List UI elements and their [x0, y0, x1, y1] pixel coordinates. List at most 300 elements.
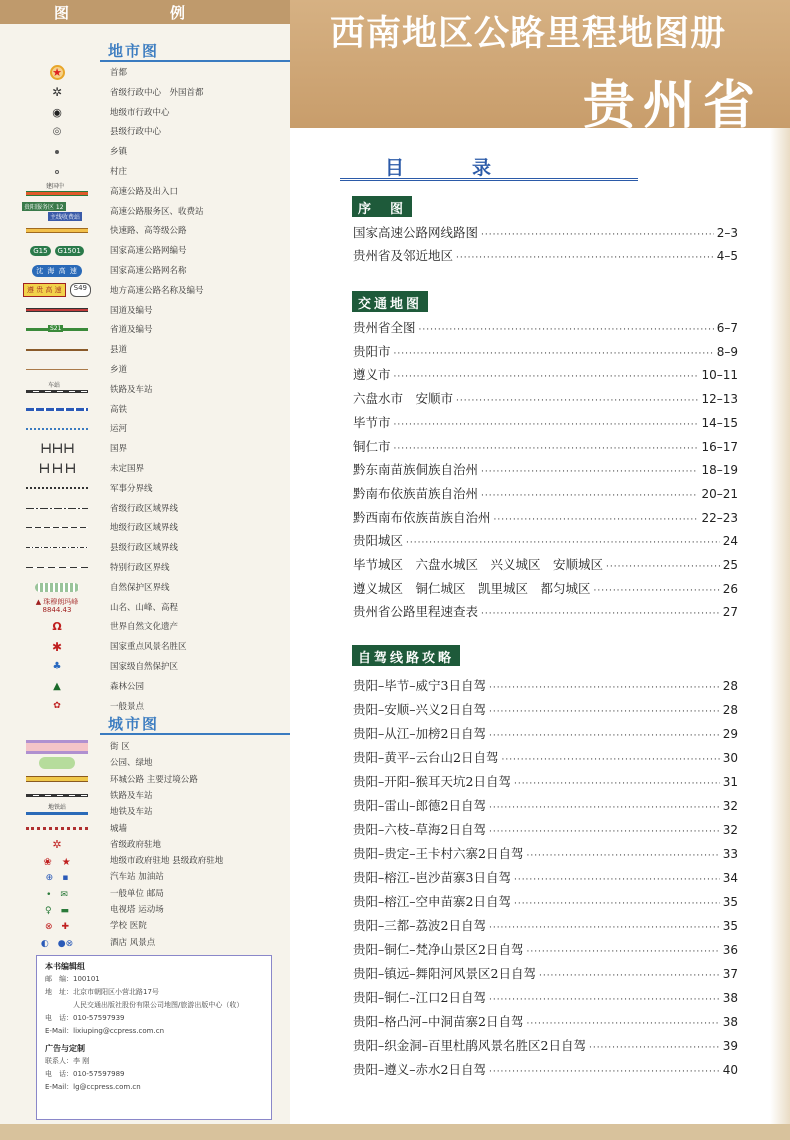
legend-section-rule: [100, 733, 290, 735]
toc-page-number: 24: [722, 534, 738, 549]
toc-entry-title: 贵阳城区: [353, 533, 404, 549]
legend-label: 首都: [110, 68, 128, 78]
toc-entry-title: 贵阳–三都–荔波2日自驾: [353, 918, 486, 933]
toc-dot-leader: [539, 971, 720, 981]
legend-label: 乡道: [110, 365, 128, 375]
undefined-border-icon: ┣━┫ ┣━┫ ┣━┫: [38, 464, 76, 473]
legend-label: 酒店 风景点: [110, 937, 156, 948]
toc-entry[interactable]: [353, 724, 738, 740]
toc-dot-leader: [501, 755, 719, 765]
toc-entry[interactable]: [353, 389, 738, 405]
toc-entry-title: 贵阳–格凸河–中洞苗寨2日自驾: [353, 1014, 524, 1029]
toc-entry-title: 贵阳–镇远–舞阳河风景区2日自驾: [353, 966, 536, 981]
toc-entry[interactable]: [353, 246, 738, 262]
ad-title: 广告与定制: [45, 1044, 85, 1053]
legend-label: 地方高速公路名称及编号: [110, 285, 204, 296]
legend-symbol: [20, 380, 94, 399]
legend-symbol: [20, 340, 94, 359]
toc-entry[interactable]: [353, 1060, 738, 1076]
toc-entry[interactable]: [353, 484, 738, 500]
legend-label: 高铁: [110, 404, 128, 415]
legend-section-rule: [100, 60, 290, 62]
legend-label: 地级市行政中心: [110, 107, 170, 118]
toc-page-number: 36: [722, 943, 738, 957]
legend-symbol: [20, 182, 94, 201]
legend-row: [0, 933, 290, 952]
toc-page-number: 32: [722, 823, 738, 837]
toc-page-number: 39: [722, 1039, 738, 1053]
toc-entry[interactable]: [353, 868, 738, 884]
toc-page-number: 4–5: [716, 248, 738, 263]
toc-entry[interactable]: [353, 602, 738, 618]
legend-symbol: [20, 617, 94, 636]
legend-row: [0, 400, 290, 419]
legend-panel: [0, 0, 290, 1140]
legend-label: 高速公路服务区、收费站: [110, 206, 204, 217]
toc-page-number: 27: [722, 605, 738, 620]
toc-dot-leader: [606, 562, 720, 572]
toc-entry[interactable]: [353, 555, 738, 571]
legend-symbol: [20, 598, 94, 617]
legend-label: 运河: [110, 424, 128, 435]
legend-label: 国家级自然保护区: [110, 662, 179, 672]
legend-label: 乡镇: [110, 147, 128, 158]
editorial-postcode: 邮 编：100101: [45, 975, 100, 983]
toc-heading-rule: [340, 178, 638, 181]
toc-dot-leader: [489, 995, 720, 1005]
toc-page-number: 22–23: [701, 510, 738, 525]
toc-page-number: 8–9: [716, 344, 738, 359]
toc-dot-leader: [481, 491, 698, 501]
toc-page-number: 38: [722, 991, 738, 1005]
legend-row: [0, 221, 290, 240]
toc-entry[interactable]: [353, 892, 738, 908]
national-border-icon: ┣━┫┣━┫┣━┫: [39, 444, 75, 454]
editorial-email: E-Mail：lixiuping@ccpress.com.cn: [45, 1027, 164, 1035]
legend-symbol: [20, 142, 94, 161]
toc-entry-title: 黔西南布依族苗族自治州: [353, 509, 491, 525]
toc-entry-title: 贵阳–从江–加榜2日自驾: [353, 726, 486, 741]
legend-label: 地级市政府驻地 县级政府驻地: [110, 856, 224, 867]
editorial-phone: 电 话：010-57597939: [45, 1014, 125, 1022]
legend-row: [0, 499, 290, 518]
province-center-icon: ✲: [51, 85, 63, 100]
toc-entry-title: 贵阳–毕节–威宁3日自驾: [353, 678, 486, 693]
legend-label: 世界自然文化遗产: [110, 622, 179, 633]
legend-symbol: [20, 578, 94, 597]
toc-dot-leader: [494, 515, 699, 525]
editorial-address2: 人民交通出版社股份有限公司地图/旅游出版中心（收）: [73, 1001, 244, 1009]
toc-dot-leader: [406, 538, 720, 548]
legend-row: [0, 182, 290, 201]
legend-label: 城墙: [110, 823, 128, 834]
legend-row: [0, 598, 290, 617]
toc-section-header: 自驾线路攻略: [352, 645, 460, 666]
toc-entry[interactable]: [353, 1012, 738, 1028]
legend-row: [0, 63, 290, 82]
legend-label: 县道: [110, 345, 128, 356]
legend-symbol: [20, 122, 94, 141]
legend-symbol: [20, 261, 94, 280]
legend-section-map: 地市图: [108, 42, 160, 60]
legend-label: 街 区: [110, 742, 130, 752]
toc-page-number: 12–13: [701, 392, 738, 407]
legend-row: [0, 637, 290, 656]
toc-entry[interactable]: [353, 820, 738, 836]
toc-dot-leader: [594, 586, 720, 596]
legend-symbol: [20, 419, 94, 438]
legend-row: [0, 320, 290, 339]
toc-dot-leader: [481, 467, 698, 477]
toc-entry-title: 贵阳–榕江–空申苗寨2日自驾: [353, 894, 511, 909]
tv-tower-icon: ♀ ▬: [44, 906, 70, 916]
legend-label: 地铁及车站: [110, 807, 153, 818]
legend-label: 国家高速公路网名称: [110, 266, 187, 276]
fastway-icon: [26, 228, 88, 233]
legend-label: 一般单位 邮局: [110, 888, 164, 899]
legend-label: 汽车站 加油站: [110, 872, 164, 883]
legend-row: [0, 419, 290, 438]
national-road-icon: [26, 308, 88, 312]
toc-page-number: 2–3: [716, 226, 738, 240]
legend-symbol: [20, 439, 94, 458]
toc-entry-title: 铜仁市: [353, 438, 391, 454]
legend-row: [0, 518, 290, 537]
legend-symbol: [20, 558, 94, 577]
city-gov-icon: ❀ ★: [43, 857, 71, 869]
toc-page-number: 30: [722, 751, 738, 765]
toc-entry[interactable]: [353, 508, 738, 524]
military-boundary-icon: [26, 487, 88, 489]
toc-entry[interactable]: [353, 940, 738, 956]
toc-page-number: 37: [722, 967, 738, 981]
legend-symbol: [20, 202, 94, 221]
toc-page-number: 34: [722, 871, 738, 885]
nature-reserve-icon: ♣: [52, 661, 62, 672]
toc-entry-title: 贵阳–织金洞–百里杜鹃风景名胜区2日自驾: [353, 1038, 586, 1053]
toc-entry-title: 贵阳–黄平–云台山2日自驾: [353, 750, 499, 765]
toc-dot-leader: [394, 372, 699, 382]
legend-row: [0, 538, 290, 557]
toc-entry-title: 贵阳–榕江–岜沙苗寨3日自驾: [353, 870, 511, 885]
village-circle-icon: [55, 170, 59, 174]
legend-row: [0, 657, 290, 676]
toc-entry-title: 遵义市: [353, 367, 391, 383]
toc-page-number: 25: [722, 558, 738, 572]
legend-symbol: [20, 538, 94, 557]
service-area-icon: 贵阳服务区 12 主线收费站: [24, 203, 81, 221]
toc-section-header: 序 图: [352, 196, 412, 217]
legend-label: 国道及编号: [110, 305, 153, 316]
legend-symbol: [20, 933, 94, 952]
toc-dot-leader: [394, 444, 699, 454]
legend-label: 学校 医院: [110, 921, 147, 932]
toc-entry[interactable]: [353, 748, 738, 764]
toc-dot-leader: [514, 899, 720, 909]
legend-row: [0, 439, 290, 458]
star-in-circle-icon: ★: [50, 65, 65, 80]
toc-dot-leader: [526, 851, 719, 861]
legend-row: [0, 479, 290, 498]
toc-entry-title: 贵阳–铜仁–梵净山景区2日自驾: [353, 942, 524, 957]
toc-entry[interactable]: [353, 531, 738, 547]
province-title: 贵州省: [583, 76, 764, 136]
toc-entry-title: 贵阳–遵义–赤水2日自驾: [353, 1062, 486, 1077]
toc-entry-title: 毕节城区 六盘水城区 兴义城区 安顺城区: [353, 557, 604, 572]
ad-email: E-Mail：lg@ccpress.com.cn: [45, 1083, 141, 1091]
toc-page-number: 40: [722, 1063, 738, 1077]
legend-symbol: [20, 162, 94, 181]
legend-symbol: [20, 301, 94, 320]
toc-entry-title: 黔南布依族苗族自治州: [353, 485, 479, 501]
legend-symbol: [20, 241, 94, 260]
legend-symbol: [20, 499, 94, 518]
hotel-icon: ◐ ●⊗: [40, 938, 74, 949]
legend-label: 铁路及车站: [110, 790, 153, 801]
toc-entry-title: 贵阳市: [353, 343, 391, 359]
toc-page-number: 32: [722, 799, 738, 813]
toc-dot-leader: [489, 923, 720, 933]
toc-page-number: 33: [722, 847, 738, 861]
toc-entry-title: 贵阳–安顺–兴义2日自驾: [353, 702, 486, 717]
legend-row: [0, 122, 290, 141]
legend-row: [0, 617, 290, 636]
toc-dot-leader: [481, 230, 714, 240]
high-speed-rail-icon: [26, 408, 88, 411]
toc-section-header: 交通地图: [352, 291, 428, 312]
legend-row: [0, 241, 290, 260]
county-center-icon: ◎: [52, 126, 62, 138]
railway-station-city-icon: [26, 794, 88, 797]
school-icon: ⊗ ✚: [44, 922, 70, 933]
legend-label: 快速路、高等级公路: [110, 226, 187, 237]
legend-symbol: [20, 657, 94, 676]
toc-page-number: 29: [722, 727, 738, 741]
toc-dot-leader: [589, 1043, 720, 1053]
scenic-area-icon: ✱: [51, 639, 63, 654]
legend-row: [0, 162, 290, 181]
toc-dot-leader: [526, 1019, 719, 1029]
toc-entry[interactable]: [353, 437, 738, 453]
legend-header: [0, 0, 290, 24]
toc-dot-leader: [456, 396, 698, 406]
editorial-title: 本书编辑组: [45, 962, 85, 971]
legend-symbol: [20, 518, 94, 537]
toc-entry-title: 黔东南苗族侗族自治州: [353, 462, 479, 478]
toc-page-number: 20–21: [701, 486, 738, 501]
provincial-road-icon: S21: [26, 325, 88, 335]
legend-symbol: [20, 83, 94, 102]
toc-page-number: 35: [722, 919, 738, 933]
legend-label: 省级行政区域界线: [110, 503, 179, 514]
subway-station-icon: 地铁站: [26, 804, 88, 819]
toc-dot-leader: [514, 779, 720, 789]
special-boundary-icon: [26, 567, 88, 568]
toc-page-number: 16–17: [701, 439, 738, 454]
editorial-box: [36, 955, 272, 1120]
forest-park-icon: ▲: [53, 680, 61, 692]
county-boundary-icon: [26, 547, 88, 548]
toc-page-number: 31: [722, 775, 738, 789]
toc-entry[interactable]: [353, 579, 738, 595]
legend-symbol: [20, 479, 94, 498]
toc-entry[interactable]: [353, 365, 738, 381]
legend-row: [0, 578, 290, 597]
legend-row: [0, 202, 290, 221]
ad-contact: 联系人：李 刚: [45, 1057, 90, 1065]
national-expressway-number-icon: G15 G1501: [30, 246, 84, 256]
toc-dot-leader: [489, 827, 720, 837]
legend-symbol: [20, 360, 94, 379]
toc-dot-leader: [526, 947, 719, 957]
toc-entry-title: 国家高速公路网线路图: [353, 225, 479, 240]
legend-row: [0, 142, 290, 161]
railway-station-icon: 车站: [26, 382, 88, 396]
legend-label: 特别行政区界线: [110, 563, 170, 573]
toc-page-number: 26: [722, 581, 738, 596]
legend-label: 环城公路 主要过境公路: [110, 774, 198, 785]
toc-entry[interactable]: [353, 988, 738, 1004]
book-title: 西南地区公路里程地图册: [330, 14, 727, 54]
park-icon: [39, 757, 75, 769]
toc-entry[interactable]: [353, 796, 738, 812]
toc-entry-title: 贵阳–六枝–草海2日自驾: [353, 822, 486, 837]
editorial-address: 地 址：北京市朝阳区小营北路17号: [45, 988, 159, 996]
legend-label: 村庄: [110, 167, 128, 177]
town-dot-icon: [55, 150, 59, 154]
toc-entry[interactable]: [353, 700, 738, 716]
page-edge-shadow: [770, 128, 790, 1140]
prefecture-center-icon: ◉: [52, 105, 62, 119]
post-office-icon: • ✉: [46, 889, 68, 900]
legend-row: [0, 340, 290, 359]
toc-entry-title: 贵州省全图: [353, 320, 416, 335]
local-expressway-icon: 遵 贵 高 速 S49: [23, 283, 91, 297]
legend-label: 铁路及车站: [110, 384, 153, 395]
legend-symbol: [20, 400, 94, 419]
toc-entry-title: 遵义城区 铜仁城区 凯里城区 都匀城区: [353, 580, 591, 596]
ad-phone: 电 话：010-57597989: [45, 1070, 125, 1078]
toc-dot-leader: [489, 683, 720, 693]
legend-label: 森林公园: [110, 681, 145, 692]
prefecture-boundary-icon: [26, 527, 88, 528]
legend-label: 国家重点风景名胜区: [110, 642, 187, 653]
toc-entry[interactable]: [353, 318, 738, 334]
toc-entry-title: 贵州省及邻近地区: [353, 247, 454, 263]
legend-row: [0, 360, 290, 379]
toc-entry-title: 贵州省公路里程速查表: [353, 604, 479, 620]
legend-label: 县级行政区域界线: [110, 543, 179, 554]
toc-entry-title: 贵阳–雷山–郎德2日自驾: [353, 798, 486, 813]
legend-label: 未定国界: [110, 464, 145, 474]
city-wall-icon: [26, 827, 88, 830]
toc-entry[interactable]: [353, 772, 738, 788]
legend-label: 省道及编号: [110, 325, 153, 336]
national-expressway-name-icon: 沈 海 高 速: [32, 265, 82, 277]
toc-entry[interactable]: [353, 413, 738, 429]
toc-entry[interactable]: [353, 916, 738, 932]
toc-entry[interactable]: [353, 844, 738, 860]
toc-page-number: 14–15: [701, 415, 738, 430]
toc-page-number: 38: [722, 1015, 738, 1029]
nature-reserve-boundary-icon: [35, 583, 79, 592]
township-road-icon: [26, 369, 88, 370]
toc-entry[interactable]: [353, 223, 738, 239]
legend-symbol: [20, 677, 94, 696]
toc-entry[interactable]: [353, 460, 738, 476]
legend-label: 地级行政区域界线: [110, 523, 179, 534]
toc-page-number: 6–7: [716, 321, 738, 335]
toc-entry[interactable]: [353, 342, 738, 358]
legend-row: [0, 677, 290, 696]
legend-label: 县级行政中心: [110, 127, 162, 138]
legend-label: 国家高速公路网编号: [110, 246, 187, 257]
toc-page-number: 18–19: [701, 463, 738, 478]
provincial-gov-icon: ✲: [52, 837, 62, 851]
legend-row: [0, 103, 290, 122]
legend-symbol: [20, 320, 94, 339]
toc-entry[interactable]: [353, 676, 738, 692]
legend-row: [0, 281, 290, 300]
legend-label: 军事分界线: [110, 483, 153, 494]
county-road-icon: [26, 349, 88, 351]
toc-dot-leader: [489, 707, 720, 717]
toc-dot-leader: [394, 349, 714, 359]
toc-entry-title: 贵阳–贵定–王卡村六寨2日自驾: [353, 846, 524, 861]
legend-label: 公园、绿地: [110, 758, 153, 769]
legend-symbol: [20, 637, 94, 656]
block-icon: [26, 740, 88, 754]
toc-entry[interactable]: [353, 964, 738, 980]
scenic-spot-icon: ✿: [53, 701, 61, 712]
toc-heading: 目录: [385, 157, 560, 179]
toc-dot-leader: [419, 325, 714, 335]
legend-header-right: 例: [170, 4, 186, 22]
legend-symbol: [20, 221, 94, 240]
bus-station-icon: ⊕ ▪: [45, 873, 69, 884]
toc-dot-leader: [514, 875, 720, 885]
toc-entry-title: 毕节市: [353, 414, 391, 430]
legend-label: 一般景点: [110, 701, 145, 712]
ring-road-icon: [26, 776, 88, 782]
mountain-peak-icon: ▲ 珠穆朗玛峰 8844.43: [35, 597, 79, 614]
legend-label: 省级政府驻地: [110, 839, 162, 850]
world-heritage-icon: Ω: [52, 620, 62, 634]
legend-label: 自然保护区界线: [110, 582, 170, 593]
toc-dot-leader: [489, 803, 720, 813]
province-boundary-icon: [26, 508, 88, 509]
legend-row: [0, 558, 290, 577]
legend-label: 高速公路及出入口: [110, 186, 179, 197]
legend-section-city: 城市图: [108, 715, 160, 733]
legend-symbol: [20, 459, 94, 478]
legend-label: 省级行政中心 外国首都: [110, 87, 204, 98]
toc-page-number: 10–11: [701, 368, 738, 383]
toc-entry[interactable]: [353, 1036, 738, 1052]
canal-icon: [26, 428, 88, 430]
toc-dot-leader: [481, 609, 720, 619]
legend-symbol: [20, 697, 94, 716]
expressway-exit-icon: 建国中: [26, 184, 88, 198]
toc-dot-leader: [394, 420, 699, 430]
legend-symbol: [20, 63, 94, 82]
toc-entry-title: 贵阳–开阳–猴耳天坑2日自驾: [353, 774, 511, 789]
toc-page-number: 28: [722, 703, 738, 717]
legend-row: [0, 83, 290, 102]
legend-row: [0, 459, 290, 478]
legend-symbol: [20, 103, 94, 122]
toc-page-number: 35: [722, 895, 738, 909]
